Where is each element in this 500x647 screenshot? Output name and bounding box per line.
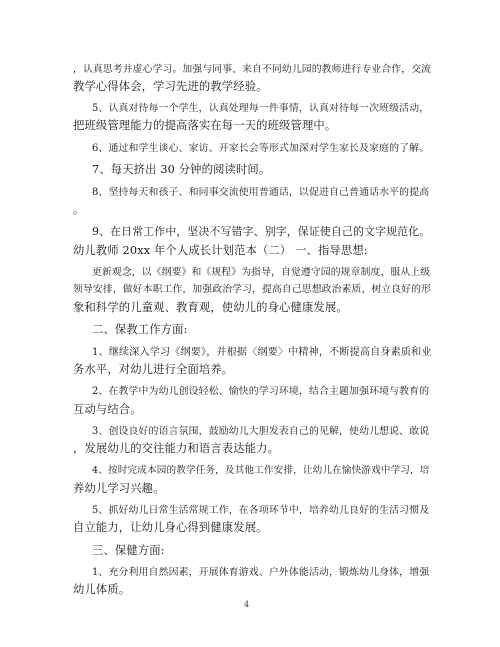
text-line: 3、创设良好的语言氛围，鼓励幼儿大胆发表自己的见解，使幼儿想说、敢说 xyxy=(92,426,430,437)
text-line: 教学心得体会，学习先进的教学经验。 xyxy=(73,80,268,93)
text-line: ，发展幼儿的交往能力和语言表达能力。 xyxy=(73,442,280,455)
text-line: 把班级管理能力的提高落实在每一天的班级管理中。 xyxy=(73,119,337,132)
text-line: 自立能力，让幼儿身心得到健康发展。 xyxy=(73,521,268,534)
text-line: 6、通过和学生谈心、家访、开家长会等形式加深对学生家长及家庭的了解。 xyxy=(92,143,430,154)
text-line: 1、继续深入学习《纲要》，并根据〈纲要〉中精神，不断提高自身素质和业 xyxy=(92,347,432,358)
text-line: 象和科学的儿童观、教育观，使幼儿的身心健康发展。 xyxy=(73,301,348,314)
text-line: 2、在教学中为幼儿创设轻松、愉快的学习环境，结合主题加强环境与教育的 xyxy=(92,386,430,397)
text-line: 幼儿体质。 xyxy=(73,583,131,596)
text-line: 8、坚持每天和孩子、和同事交流使用普通话，以促进自己普通话水平的提高 xyxy=(92,187,430,198)
text-line: 互动与结合。 xyxy=(73,403,142,416)
text-line: 5、抓好幼儿日常生活常规工作，在各项环节中，培养幼儿良好的生活习惯及 xyxy=(92,505,430,516)
section-heading-line: 幼儿教师 20xx 年个人成长计划范本（二） 一、指导思想: xyxy=(73,244,368,257)
text-line: ，认真思考并虚心学习。加强与同事、来自不同幼儿园的教师进行专业合作，交流 xyxy=(73,64,432,75)
text-line: 领导安排，做好本职工作，加强政治学习，提高自己思想政治素质，树立良好的形 xyxy=(73,284,432,295)
text-line: 。 xyxy=(73,203,85,216)
text-line: 7、每天挤出 30 分钟的阅读时间。 xyxy=(92,163,271,176)
text-line: 养幼儿学习兴趣。 xyxy=(73,482,165,495)
text-line: 1、充分利用自然因素，开展体育游戏、户外体能活动，锻炼幼儿身体，增强 xyxy=(92,567,430,578)
text-line: 5、认真对待每一个学生，认真处理每一件事情，认真对待每一次班级活动， xyxy=(92,103,430,114)
text-line: 4、按时完成本园的教学任务，及其他工作安排，让幼儿在愉快游戏中学习，培 xyxy=(92,465,430,476)
text-line: 更新观念，以《纲要》和《规程》为指导，自觉遵守园的规章制度，服从上级 xyxy=(92,267,431,278)
page-number: 4 xyxy=(244,600,250,609)
text-line: 9、在日常工作中，坚决不写错字、别字，保证使自己的文字规范化。 xyxy=(92,225,431,238)
section-heading-line: 二、保教工作方面: xyxy=(92,323,188,336)
section-heading-line: 三、保健方面: xyxy=(92,544,165,557)
text-line: 务水平，对幼儿进行全面培养。 xyxy=(73,363,234,376)
